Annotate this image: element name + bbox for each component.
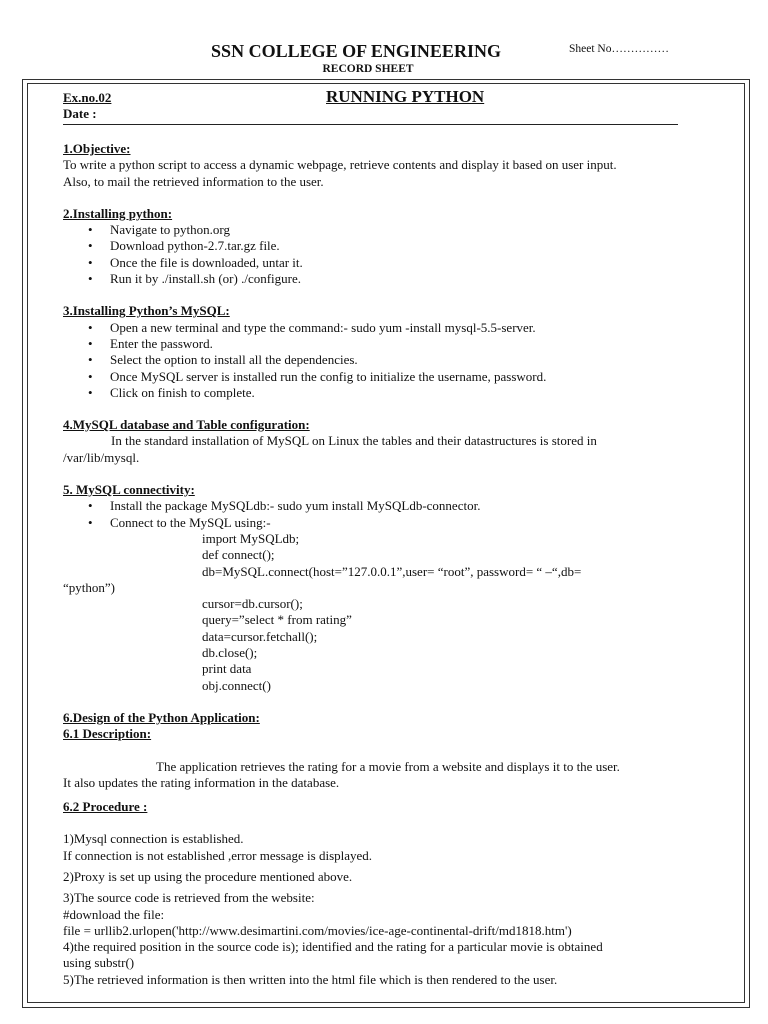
list-item: • Once MySQL server is installed run the config to initialize the username, password. [110,369,703,385]
paragraph-line: It also updates the rating information in the database. [63,774,340,790]
list-item: • Enter the password. [110,336,703,352]
paragraph-line: Also, to mail the retrieved information to the user. [63,173,324,189]
section-installing-mysql [63,303,703,401]
document-body [63,141,703,988]
section-heading: 6.Design of the Python Application: [63,709,260,725]
list-item: • Connect to the MySQL using:- [110,515,703,531]
code-line: print data [202,661,252,677]
list-item: • Run it by ./install.sh (or) ./configure. [110,271,703,287]
section-heading: 5. MySQL connectivity: [63,482,195,498]
code-line: “python”) [63,579,115,595]
code-line: import MySQLdb; [202,530,300,546]
procedure-step: 3)The source code is retrieved from the website: [63,890,315,906]
section-design [63,710,703,988]
procedure-step: 2)Proxy is set up using the procedure mentioned above. [63,868,353,884]
procedure-step: 4)the required position in the source code is); identified and the rating for a particular movie is obtained [63,939,603,955]
list-item: • Select the option to install all the dependencies. [110,352,703,368]
subsection-heading: 6.2 Procedure : [63,799,148,815]
code-line: data=cursor.fetchall(); [202,628,318,644]
bullet-list [63,320,703,401]
paragraph-line: The application retrieves the rating for a movie from a website and displays it to the user. [156,758,620,774]
paragraph-line: In the standard installation of MySQL on Linux the tables and their datastructures is stored in [111,433,597,449]
header-rule [63,124,678,125]
section-heading: 2.Installing python: [63,205,173,221]
code-line: def connect(); [202,547,275,563]
code-block [202,531,703,580]
procedure-step: file = urllib2.urlopen('http://www.desimartini.com/movies/ice-age-continental-drift/md1818.htm') [63,922,572,938]
code-line: cursor=db.cursor(); [202,596,303,612]
bullet-list [63,222,703,287]
procedure-step: 1)Mysql connection is established. [63,831,244,847]
section-installing-python [63,206,703,287]
college-title: SSN COLLEGE OF ENGINEERING [211,41,501,61]
section-heading: 1.Objective: [63,141,131,156]
page-title: RUNNING PYTHON [326,87,485,106]
code-line: db.close(); [202,645,258,661]
date-label: Date : [63,106,97,121]
bullet-list [63,498,703,531]
code-block [202,596,703,694]
code-line: query=”select * from rating” [202,612,352,628]
list-item: • Once the file is downloaded, untar it. [110,255,703,271]
section-connectivity [63,482,703,694]
procedure-step: If connection is not established ,error message is displayed. [63,847,373,863]
list-item: • Install the package MySQLdb:- sudo yum install MySQLdb-connector. [110,498,703,514]
sheet-number: Sheet No…………… [569,43,669,55]
procedure-step: 5)The retrieved information is then written into the html file which is then rendered to the user. [63,971,558,987]
list-item: • Open a new terminal and type the command:- sudo yum -install mysql-5.5-server. [110,320,703,336]
list-item: • Download python-2.7.tar.gz file. [110,238,703,254]
section-table-config [63,417,703,466]
subsection-heading: 6.1 Description: [63,726,152,742]
procedure-step: #download the file: [63,906,165,922]
procedure-step: using substr() [63,955,135,971]
paragraph-line: To write a python script to access a dynamic webpage, retrieve contents and display it based on user input. [63,157,617,173]
exercise-number: Ex.no.02 [63,90,112,105]
list-item: • Navigate to python.org [110,222,703,238]
section-heading: 4.MySQL database and Table configuration: [63,417,310,433]
code-line: db=MySQL.connect(host=”127.0.0.1”,user= “root”, password= “ –“,db= [202,563,582,579]
code-line: obj.connect() [202,677,271,693]
section-heading: 3.Installing Python’s MySQL: [63,303,230,319]
list-item: • Click on finish to complete. [110,385,703,401]
section-objective [63,141,703,190]
paragraph-line: /var/lib/mysql. [63,449,140,465]
record-sheet-label: RECORD SHEET [322,63,414,75]
